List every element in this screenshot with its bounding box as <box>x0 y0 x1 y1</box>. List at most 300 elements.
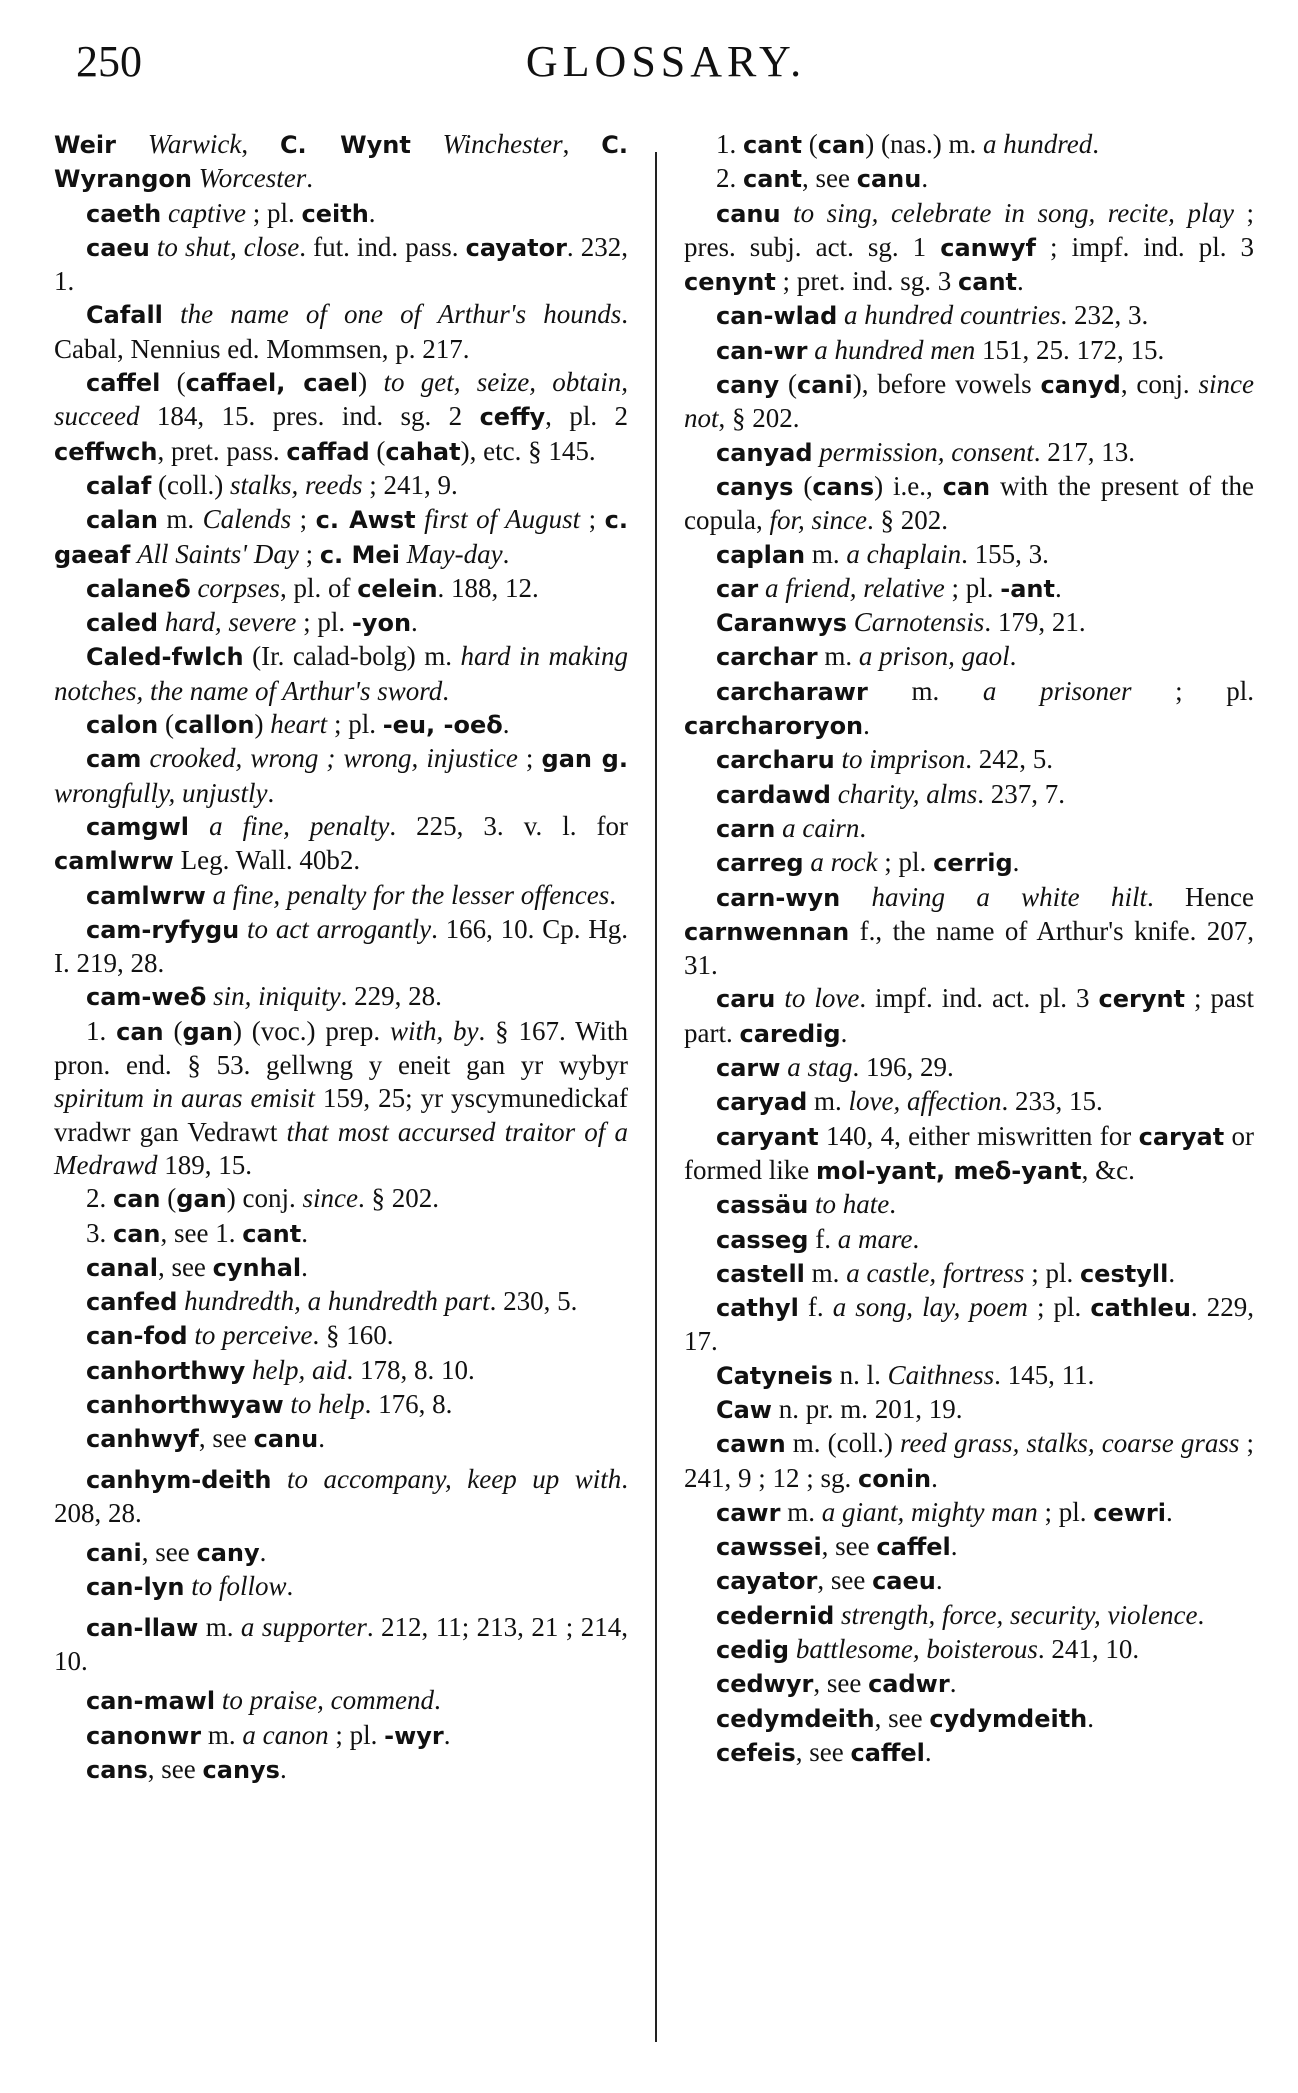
definition-text: a supporter <box>240 1611 367 1642</box>
headword: cany <box>196 1539 260 1568</box>
entry-text: 2. <box>716 163 743 194</box>
entry-text: ), etc. § 145. <box>460 435 596 466</box>
glossary-entry <box>684 846 1254 880</box>
entry-text <box>400 539 407 569</box>
entry-text: . <box>301 1217 308 1248</box>
entry-text <box>411 129 443 159</box>
definition-text: a rock <box>810 847 878 878</box>
headword: Caled-fwlch <box>86 643 244 672</box>
entry-text <box>837 300 844 330</box>
glossary-entry <box>54 879 628 913</box>
headword: can <box>116 1017 164 1046</box>
headword: Caranwys <box>716 609 848 638</box>
entry-text: ) <box>358 367 384 398</box>
headword: canu <box>253 1425 319 1454</box>
glossary-entry <box>54 197 628 231</box>
headword: cestyll <box>1079 1259 1169 1288</box>
glossary-entry <box>54 1217 628 1251</box>
entry-text: ; pl. <box>327 709 383 740</box>
headword: caru <box>716 985 776 1014</box>
glossary-entry <box>684 1599 1254 1633</box>
entry-text: , see <box>147 1753 203 1784</box>
glossary-entry <box>684 1667 1254 1701</box>
entry-text: . § 160. <box>312 1320 394 1351</box>
entry-text: 151, 25. 172, 15. <box>975 334 1165 365</box>
headword: can-wlad <box>716 302 838 331</box>
entry-text: , see <box>817 1565 873 1596</box>
entry-text: . 208, 28. <box>54 1463 628 1528</box>
entry-text: , see <box>157 1251 213 1282</box>
headword: cant <box>958 268 1018 297</box>
glossary-entry <box>684 572 1254 606</box>
headword: canhorthwy <box>86 1356 246 1385</box>
entry-text: ; pl. <box>296 607 352 638</box>
definition-text: help, aid <box>252 1354 347 1385</box>
entry-text: . <box>1012 847 1020 878</box>
entry-text: . <box>368 197 376 228</box>
definition-text: a song, lay, poem <box>832 1292 1028 1323</box>
entry-text <box>847 607 854 637</box>
entry-text: ( <box>369 435 386 466</box>
headword: can <box>113 1185 161 1214</box>
headword: carw <box>716 1054 781 1083</box>
definition-text: Calends <box>202 504 292 535</box>
entry-text: , see <box>813 1668 869 1699</box>
definition-text: a hundred <box>982 129 1093 159</box>
headword: cassäu <box>716 1191 809 1220</box>
headword: -eu, -oeδ <box>382 711 503 740</box>
entry-text: 189, 15. <box>157 1149 252 1180</box>
entry-text: , see <box>198 1423 254 1454</box>
entry-text: ) <box>254 709 271 740</box>
left-column <box>54 128 628 1787</box>
headword: cayator <box>465 233 567 262</box>
headword: caffel <box>86 369 161 398</box>
definition-text: a canon <box>242 1719 329 1750</box>
headword: ceffwch <box>54 437 158 466</box>
entry-text: m. (coll.) <box>785 1428 900 1459</box>
glossary-entry <box>684 368 1254 436</box>
entry-text: (coll.) <box>151 469 231 500</box>
definition-text: corpses <box>197 572 280 603</box>
glossary-entry <box>684 675 1254 744</box>
headword: carchar <box>716 643 818 672</box>
entry-text: f. <box>798 1292 833 1323</box>
entry-text <box>189 811 209 841</box>
entry-text <box>150 232 157 262</box>
definition-text: hundredth, a hundredth part <box>184 1286 490 1317</box>
headword: caffad <box>286 437 370 466</box>
entry-text: ( <box>793 470 813 501</box>
entry-text: ( <box>158 709 174 740</box>
glossary-entry <box>684 1393 1254 1427</box>
definition-text: a mare <box>837 1223 913 1254</box>
entry-text: . 242, 5. <box>965 744 1053 775</box>
entry-text: . <box>502 709 510 740</box>
headword: carn-wyn <box>716 883 841 912</box>
glossary-entry <box>54 1536 628 1570</box>
entry-text: . 233, 15. <box>1001 1086 1103 1117</box>
entry-text: ; 241, 9 ; 12 ; sg. <box>684 1428 1254 1493</box>
entry-text: , <box>241 129 280 159</box>
headword: cerrig <box>933 849 1013 878</box>
entry-text: . <box>889 1189 897 1220</box>
headword: can <box>113 1219 161 1248</box>
entry-text: . § 167. With pron. end. § 53. gellwng y eneit gan yr wybyr <box>54 1015 629 1081</box>
definition-text: to help <box>290 1388 365 1419</box>
headword: canyd <box>1040 371 1121 400</box>
definition-text: charity, alms <box>837 778 978 809</box>
entry-text: . 217, 13. <box>1033 436 1136 467</box>
definition-text: strength, force, security, violence <box>841 1599 1198 1630</box>
glossary-entry <box>684 334 1254 368</box>
glossary-entry <box>54 503 628 572</box>
headword: cant <box>743 131 802 159</box>
headword: gan <box>182 1017 233 1046</box>
definition-text: to get, seize, obtain, succeed <box>54 367 628 432</box>
headword: cayator <box>716 1567 818 1596</box>
headword: caplan <box>716 540 806 569</box>
headword: cathyl <box>716 1294 799 1323</box>
headword: canys <box>202 1755 280 1784</box>
definition-text: wrongfully, unjustly <box>54 777 268 808</box>
entry-text: or formed like <box>684 1120 1254 1185</box>
entry-text: . 230, 5. <box>489 1286 578 1317</box>
definition-text: a cairn <box>782 812 860 843</box>
entry-text: ; <box>580 504 605 535</box>
definition-text: hard, severe <box>164 607 297 638</box>
entry-text: . 179, 21. <box>984 607 1086 638</box>
entry-text: 140, 4, either miswritten for <box>818 1120 1139 1151</box>
entry-text <box>239 914 247 944</box>
glossary-entry <box>54 1463 628 1531</box>
headword: cant <box>743 165 802 194</box>
glossary-entry <box>684 1496 1254 1530</box>
headword: conin <box>858 1464 932 1493</box>
definition-text: captive <box>168 197 246 228</box>
entry-text: . 178, 8. 10. <box>346 1354 475 1385</box>
entry-text: ; 241, 9. <box>362 469 458 500</box>
definition-text: for, since <box>769 505 867 536</box>
headword: calaneδ <box>86 574 191 603</box>
glossary-entry <box>684 1359 1254 1393</box>
glossary-entry <box>684 606 1254 640</box>
entry-text: ; pl. <box>328 1719 385 1750</box>
headword: Caw <box>716 1395 772 1424</box>
entry-text: . 176, 8. <box>364 1388 453 1419</box>
headword: cans <box>86 1755 148 1784</box>
headword: carnwennan <box>684 917 850 946</box>
headword: canyad <box>716 438 813 467</box>
headword: cerynt <box>1098 985 1186 1014</box>
definition-text: having a white hilt <box>871 881 1147 912</box>
entry-text: f. <box>808 1223 838 1254</box>
headword: cewri <box>1093 1498 1166 1527</box>
headword: cadwr <box>868 1670 950 1699</box>
entry-text: , conj. <box>1120 369 1199 400</box>
entry-text: m. <box>201 1719 243 1750</box>
entry-text: . <box>1009 641 1017 672</box>
glossary-entry <box>54 1182 628 1216</box>
entry-text: 1. <box>86 1015 117 1046</box>
glossary-entry <box>684 538 1254 572</box>
definition-text: with, by <box>389 1015 479 1046</box>
glossary-entry <box>684 778 1254 812</box>
glossary-entry <box>54 606 628 640</box>
entry-text: . 212, 11; 213, 21 ; 214, 10. <box>54 1611 628 1677</box>
headword: caryat <box>1138 1122 1225 1151</box>
definition-text: love, affection <box>848 1086 1002 1117</box>
entry-text: . Cabal, Nennius ed. Mommsen, p. 217. <box>54 299 629 364</box>
definition-text: a prisoner <box>982 675 1132 706</box>
entry-text <box>416 504 425 534</box>
entry-text: 184, 15. pres. ind. sg. 2 <box>139 401 480 432</box>
definition-text: the name of one of Arthur's hounds <box>180 299 622 330</box>
headword: mol-yant, meδ-yant <box>815 1156 1082 1185</box>
definition-text: crooked, wrong ; wrong, injustice <box>149 743 518 774</box>
entry-text: . <box>259 1537 267 1568</box>
entry-text: . <box>306 163 313 194</box>
headword: gan g. <box>541 745 628 774</box>
headword: cathleu <box>1090 1294 1191 1323</box>
entry-text: ; pl. <box>1037 1496 1094 1527</box>
entry-text: . <box>286 1571 294 1602</box>
definition-text: All Saints' Day <box>137 538 299 569</box>
entry-text: . <box>1168 1257 1176 1288</box>
headword: calaf <box>86 471 152 500</box>
entry-text: . 166, 10. Cp. Hg. I. 219, 28. <box>54 913 628 979</box>
headword: caffel <box>850 1738 925 1767</box>
glossary-entry <box>54 128 628 197</box>
glossary-entry <box>684 1736 1254 1770</box>
glossary-entry <box>54 1319 628 1353</box>
glossary-entry <box>54 1422 628 1456</box>
headword: cam <box>86 745 142 774</box>
entry-text <box>161 198 168 228</box>
entry-text: m. <box>804 1257 847 1288</box>
definition-text: heart <box>270 709 328 740</box>
entry-text: . <box>935 1565 943 1596</box>
definition-text: stalks, reeds <box>230 469 363 500</box>
glossary-entry <box>54 913 628 981</box>
entry-text: ( <box>163 1015 183 1046</box>
headword: cedernid <box>716 1601 835 1630</box>
entry-text: m. <box>780 1496 822 1527</box>
definition-text: to imprison <box>841 744 966 775</box>
definition-text: that most accursed traitor of a Medrawd <box>54 1116 628 1180</box>
entry-text: ( <box>801 129 818 159</box>
headword: callon <box>173 711 255 740</box>
entry-text: . 229, 28. <box>340 981 442 1012</box>
headword: car <box>716 574 759 603</box>
entry-text: . <box>1092 129 1099 159</box>
glossary-entry <box>684 1120 1254 1189</box>
definition-text: a prison, gaol <box>858 641 1010 672</box>
entry-text: , see <box>801 163 857 194</box>
entry-text: ), before vowels <box>852 369 1041 400</box>
entry-text: . fut. ind. pass. <box>299 231 466 262</box>
glossary-entry <box>684 1223 1254 1257</box>
definition-text: Caithness <box>887 1359 995 1390</box>
glossary-entry <box>684 299 1254 333</box>
entry-text: . § 202. <box>866 505 948 536</box>
headword: cani <box>86 1539 142 1568</box>
headword: cawn <box>716 1430 786 1459</box>
headword: -yon <box>351 609 412 638</box>
entry-text: . 229, 17. <box>684 1292 1254 1357</box>
glossary-entry <box>54 1719 628 1753</box>
entry-text: . <box>443 1719 451 1750</box>
entry-text: ; <box>291 504 316 535</box>
headword: caryant <box>716 1122 819 1151</box>
entry-text <box>215 1685 222 1715</box>
entry-text: . <box>411 607 418 638</box>
headword: -wyr <box>384 1721 444 1750</box>
definition-text: since <box>302 1183 358 1214</box>
glossary-entry <box>684 881 1254 983</box>
entry-text: m. <box>157 504 203 535</box>
entry-text: . <box>609 879 616 910</box>
glossary-entry <box>684 640 1254 674</box>
headword: cardawd <box>716 780 831 809</box>
entry-text <box>789 1634 796 1664</box>
headword: cant <box>242 1219 302 1248</box>
definition-text: since not <box>684 369 1254 434</box>
headword: cawssei <box>716 1533 822 1562</box>
headword: carcharoryon <box>684 712 864 741</box>
headword: canonwr <box>86 1721 202 1750</box>
definition-text: first of August <box>424 504 581 535</box>
glossary-entry <box>684 1564 1254 1598</box>
headword: c. Mei <box>319 540 400 569</box>
definition-text: permission, consent <box>819 436 1034 467</box>
column-divider <box>655 152 657 2042</box>
entry-text: ) i.e., <box>874 470 943 501</box>
entry-text: . impf. ind. act. pl. 3 <box>859 983 1099 1014</box>
entry-text: , pl. 2 <box>545 401 628 432</box>
entry-text <box>758 573 765 603</box>
headword: c. Awst <box>315 506 416 535</box>
entry-text: , pret. pass. <box>157 435 287 466</box>
entry-text: . <box>434 1685 441 1716</box>
headword: camlwrw <box>54 847 174 876</box>
glossary-entry <box>54 366 628 469</box>
entry-text: . <box>1165 1496 1173 1527</box>
entry-text <box>271 1464 287 1494</box>
headword: canu <box>716 199 781 228</box>
entry-text: . <box>502 538 510 569</box>
glossary-entry <box>54 298 628 366</box>
headword: cawr <box>716 1498 781 1527</box>
headword: castell <box>716 1259 805 1288</box>
headword: canwyf <box>940 233 1036 262</box>
glossary-entry <box>684 1530 1254 1564</box>
entry-text: ) conj. <box>226 1183 303 1214</box>
entry-text: ; pl. <box>1024 1257 1080 1288</box>
entry-text: , <box>562 129 602 159</box>
entry-text: 1. <box>716 129 743 159</box>
entry-text: ( <box>779 369 797 400</box>
headword: canhwyf <box>86 1425 199 1454</box>
definition-text: battlesome, boisterous <box>795 1634 1038 1665</box>
definition-text: Warwick <box>147 129 242 159</box>
headword: cydymdeith <box>929 1704 1088 1733</box>
entry-text: . <box>1087 1702 1095 1733</box>
glossary-entry <box>684 470 1254 538</box>
definition-text: a fine, penalty <box>209 810 390 841</box>
entry-text: . <box>931 1462 938 1493</box>
glossary-entry <box>54 1753 628 1787</box>
definition-text: a friend, relative <box>765 572 945 603</box>
glossary-entry <box>54 708 628 742</box>
glossary-entry <box>684 1051 1254 1085</box>
definition-text: to follow <box>191 1571 287 1602</box>
headword: celein <box>357 574 438 603</box>
headword: cam-weδ <box>86 983 207 1012</box>
right-column <box>684 128 1254 1770</box>
entry-text <box>775 983 784 1013</box>
glossary-entry <box>54 1285 628 1319</box>
headword: canal <box>86 1253 158 1282</box>
glossary-entry <box>684 1702 1254 1736</box>
headword: C. Wynt <box>279 131 411 159</box>
entry-text: . 232, 3. <box>1060 300 1149 331</box>
entry-text: . <box>921 163 929 194</box>
definition-text: to accompany, keep up with <box>286 1463 622 1494</box>
entry-text: ; pl. <box>944 572 1001 603</box>
entry-text <box>116 129 148 159</box>
glossary-entry <box>684 982 1254 1051</box>
entry-text <box>831 779 838 809</box>
definition-text: Winchester <box>442 129 563 159</box>
entry-text: . 155, 3. <box>961 538 1049 569</box>
entry-text <box>781 198 794 228</box>
glossary-entry <box>684 1188 1254 1222</box>
headword: cany <box>716 371 780 400</box>
glossary-entry <box>684 128 1254 162</box>
entry-text <box>158 607 165 637</box>
headword: canhorthwyaw <box>86 1390 284 1419</box>
headword: can-llaw <box>86 1613 199 1642</box>
definition-text: sin, iniquity <box>213 981 341 1012</box>
definition-text: a fine, penalty for the lesser offences <box>212 879 610 910</box>
entry-text: 3. <box>86 1217 113 1248</box>
definition-text: Carnotensis <box>853 607 985 638</box>
entry-text: ; <box>298 538 320 569</box>
headword: can-fod <box>86 1322 188 1351</box>
entry-text: . <box>863 710 870 741</box>
headword: ceffy <box>479 403 546 432</box>
glossary-entry <box>54 810 628 879</box>
headword: calon <box>86 711 159 740</box>
entry-text: ) (nas.) m. <box>865 129 983 159</box>
entry-text <box>206 880 213 910</box>
definition-text: reed grass, stalks, coarse grass <box>899 1428 1240 1459</box>
entry-text: , pl. of <box>279 572 358 603</box>
definition-text: hard in making notches, the name of Arthur's sword <box>54 641 628 706</box>
headword: camlwrw <box>86 881 206 910</box>
glossary-entry <box>684 1291 1254 1359</box>
headword: carcharawr <box>716 677 868 706</box>
definition-text: to hate <box>815 1189 890 1220</box>
entry-text: ( <box>160 367 186 398</box>
headword: caeu <box>872 1567 936 1596</box>
glossary-entry <box>54 1611 628 1679</box>
glossary-entry <box>54 980 628 1014</box>
page-number: 250 <box>76 37 142 86</box>
headword: cenynt <box>684 268 776 297</box>
headword: Cafall <box>86 301 163 330</box>
